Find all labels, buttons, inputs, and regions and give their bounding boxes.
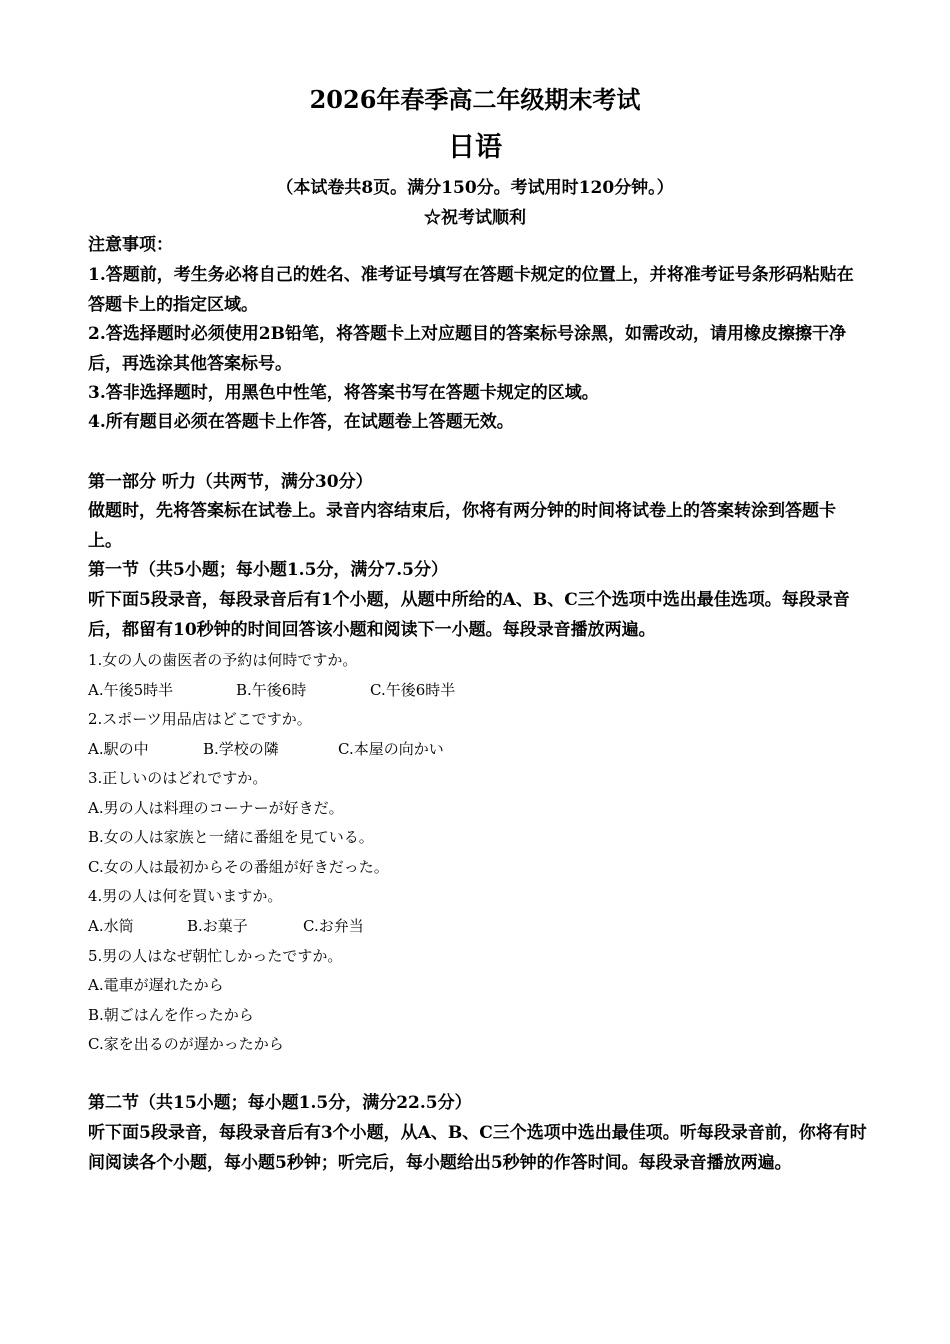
part1-instruction: 做题时，先将答案标在试卷上。录音内容结束后，你将有两分钟的时间将试卷上的答案转涂到答题卡上。 <box>88 501 836 551</box>
section1-instruction: 听下面5段录音，每段录音后有1个小题，从题中所给的A、B、C三个选项中选出最佳选项。每段录音后，都留有10秒钟的时间回答该小题和阅读下一小题。每段录音播放两遍。 <box>88 590 850 640</box>
question-1: 1.女の人の歯医者の予約は何時ですか。 <box>88 651 358 669</box>
option-c: C.家を出るのが遅かったから <box>88 1035 284 1053</box>
section2-heading: 第二节（共15小题；每小题1.5分，满分22.5分） <box>88 1093 472 1113</box>
question-2: 2.スポーツ用品店はどこですか。 <box>88 710 312 728</box>
question-3: 3.正しいのはどれですか。 <box>88 769 268 787</box>
notice-item: 4.所有题目必须在答题卡上作答，在试题卷上答题无效。 <box>88 412 514 432</box>
section2-instruction: 听下面5段录音，每段录音后有3个小题，从A、B、C三个选项中选出最佳项。听每段录音前，你将有时间阅读各个小题，每小题5秒钟；听完后，每小题给出5秒钟的作答时间。每段录音播放两遍。 <box>88 1123 867 1173</box>
option-a: A.電車が遅れたから <box>88 976 224 994</box>
option-c: C.本屋の向かい <box>338 740 444 758</box>
question-4-options <box>88 915 868 937</box>
exam-info: （本试卷共8页。满分150分。考试用时120分钟。） <box>276 178 674 198</box>
question-2-options <box>88 738 868 760</box>
notice-item: 1.答题前，考生务必将自己的姓名、准考证号填写在答题卡规定的位置上，并将准考证号条形码粘贴在答题卡上的指定区域。 <box>88 265 854 315</box>
notice-item: 2.答选择题时必须使用2B铅笔，将答题卡上对应题目的答案标号涂黑，如需改动，请用橡皮擦擦干净后，再选涂其他答案标号。 <box>88 324 846 374</box>
option-b: B.午後6時 <box>236 681 307 699</box>
option-a: A.駅の中 <box>88 740 149 758</box>
notice-item: 3.答非选择题时，用黑色中性笔，将答案书写在答题卡规定的区域。 <box>88 383 599 403</box>
notice-heading: 注意事项： <box>88 235 173 255</box>
option-c: C.午後6時半 <box>370 681 456 699</box>
option-b: B.朝ごはんを作ったから <box>88 1006 254 1024</box>
option-a: A.午後5時半 <box>88 681 174 699</box>
subject-title: 日语 <box>448 132 502 163</box>
option-b: B.お菓子 <box>187 917 248 935</box>
option-c: C.お弁当 <box>303 917 364 935</box>
good-luck-wish: ☆祝考试顺利 <box>424 208 526 228</box>
question-1-options <box>88 679 868 701</box>
option-a: A.男の人は料理のコーナーが好きだ。 <box>88 799 344 817</box>
part1-heading: 第一部分 听力（共两节，满分30分） <box>88 472 373 492</box>
option-a: A.水筒 <box>88 917 134 935</box>
option-b: B.学校の隣 <box>203 740 279 758</box>
option-b: B.女の人は家族と一緒に番組を見ている。 <box>88 828 374 846</box>
question-4: 4.男の人は何を買いますか。 <box>88 887 283 905</box>
exam-title: 2026年春季高二年级期末考试 <box>309 85 641 114</box>
question-5: 5.男の人はなぜ朝忙しかったですか。 <box>88 947 343 965</box>
option-c: C.女の人は最初からその番組が好きだった。 <box>88 858 389 876</box>
section1-heading: 第一节（共5小题；每小题1.5分，满分7.5分） <box>88 560 448 580</box>
